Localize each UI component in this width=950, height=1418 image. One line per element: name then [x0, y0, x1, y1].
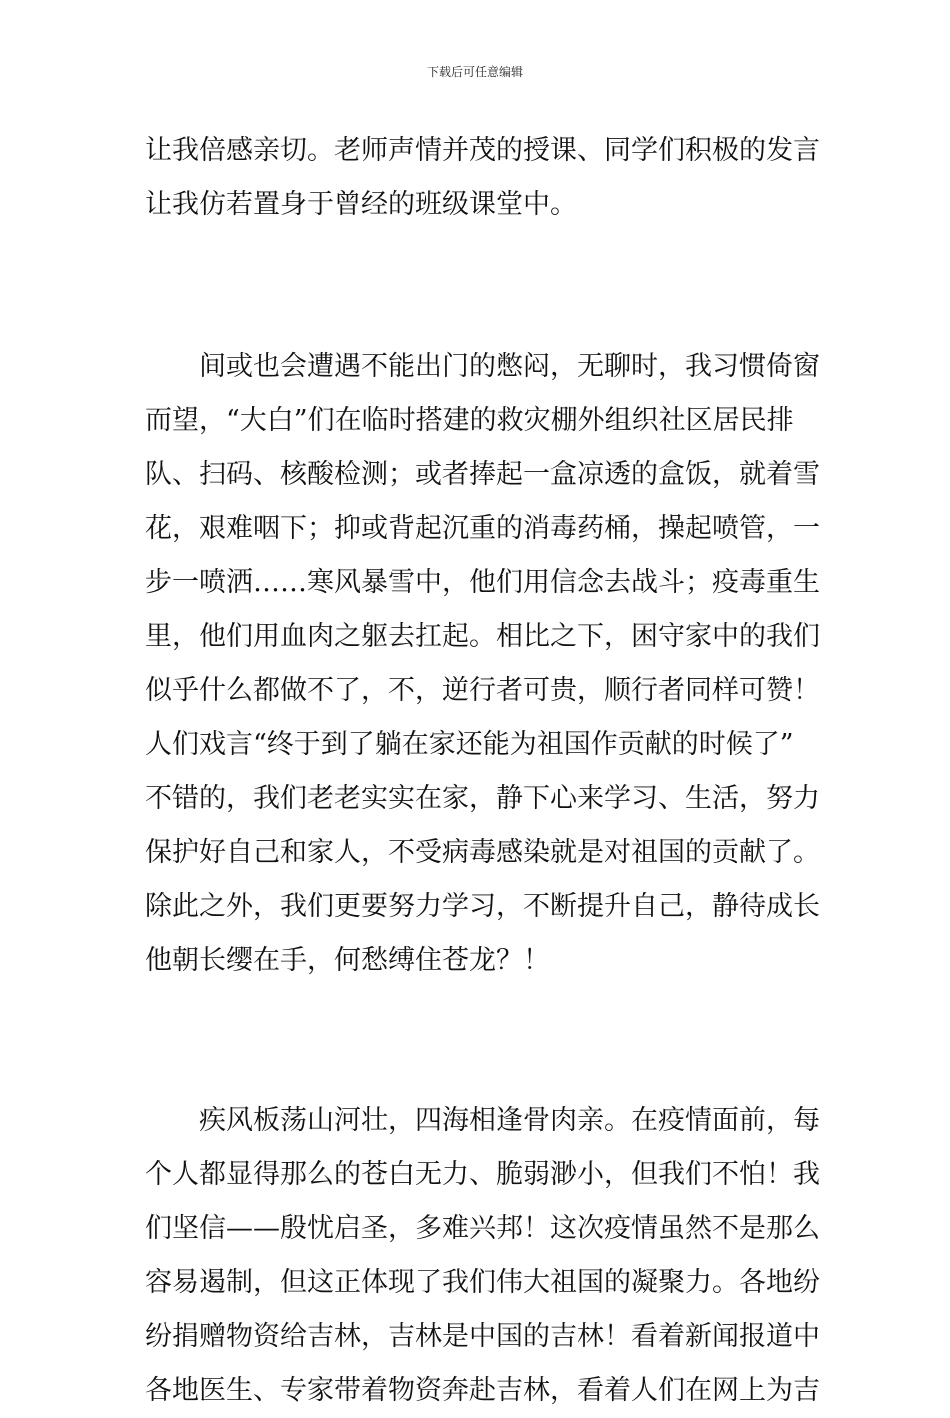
paragraph-gap: [145, 232, 810, 286]
text-line: 花，艰难咽下；抑或背起沉重的消毒药桶，操起喷管，一: [145, 513, 820, 544]
text-line: 而望，“大白”们在临时搭建的救灾棚外组织社区居民排: [145, 405, 794, 436]
text-line: 人们戏言“终于到了躺在家还能为祖国作贡献的时候了”: [145, 729, 794, 760]
text-line: 间或也会遭遇不能出门的憋闷，无聊时，我习惯倚窗: [199, 351, 820, 382]
text-line: 步一喷洒……寒风暴雪中，他们用信念去战斗；疫毒重生: [145, 567, 820, 598]
text-line: 似乎什么都做不了，不，逆行者可贵，顺行者同样可赞！: [145, 675, 820, 706]
text-line: 除此之外，我们更要努力学习，不断提升自己，静待成长: [145, 891, 820, 922]
text-line: 个人都显得那么的苍白无力、脆弱渺小，但我们不怕！我: [145, 1159, 820, 1190]
text-line: 他朝长缨在手，何愁缚住苍龙？！: [145, 945, 550, 976]
text-line: 们坚信——殷忧启圣，多难兴邦！这次疫情虽然不是那么: [145, 1213, 820, 1244]
text-line: 不错的，我们老老实实在家，静下心来学习、生活，努力: [145, 783, 820, 814]
text-line: 疾风板荡山河壮，四海相逢骨肉亲。在疫情面前，每: [199, 1105, 820, 1136]
text-line: 让我倍感亲切。老师声情并茂的授课、同学们积极的发言: [145, 135, 820, 166]
paragraph-2: [145, 340, 820, 988]
text-line: 让我仿若置身于曾经的班级课堂中。: [145, 189, 577, 220]
text-line: 各地医生、专家带着物资奔赴吉林，看着人们在网上为吉: [145, 1375, 820, 1406]
text-line: 容易遏制，但这正体现了我们伟大祖国的凝聚力。各地纷: [145, 1267, 820, 1298]
text-line: 保护好自己和家人，不受病毒感染就是对祖国的贡献了。: [145, 837, 820, 868]
page-header: 下载后可任意编辑: [426, 65, 523, 79]
text-line: 纷捐赠物资给吉林，吉林是中国的吉林！看着新闻报道中: [145, 1321, 820, 1352]
paragraph-1: [145, 124, 820, 232]
paragraph-gap: [145, 286, 810, 340]
document-body: [145, 124, 820, 1418]
paragraph-3: [145, 1094, 820, 1418]
paragraph-gap: [145, 988, 810, 1042]
text-line: 里，他们用血肉之躯去扛起。相比之下，困守家中的我们: [145, 621, 820, 652]
text-line: 队、扫码、核酸检测；或者捧起一盒凉透的盒饭，就着雪: [145, 459, 820, 490]
paragraph-gap: [145, 1042, 810, 1094]
